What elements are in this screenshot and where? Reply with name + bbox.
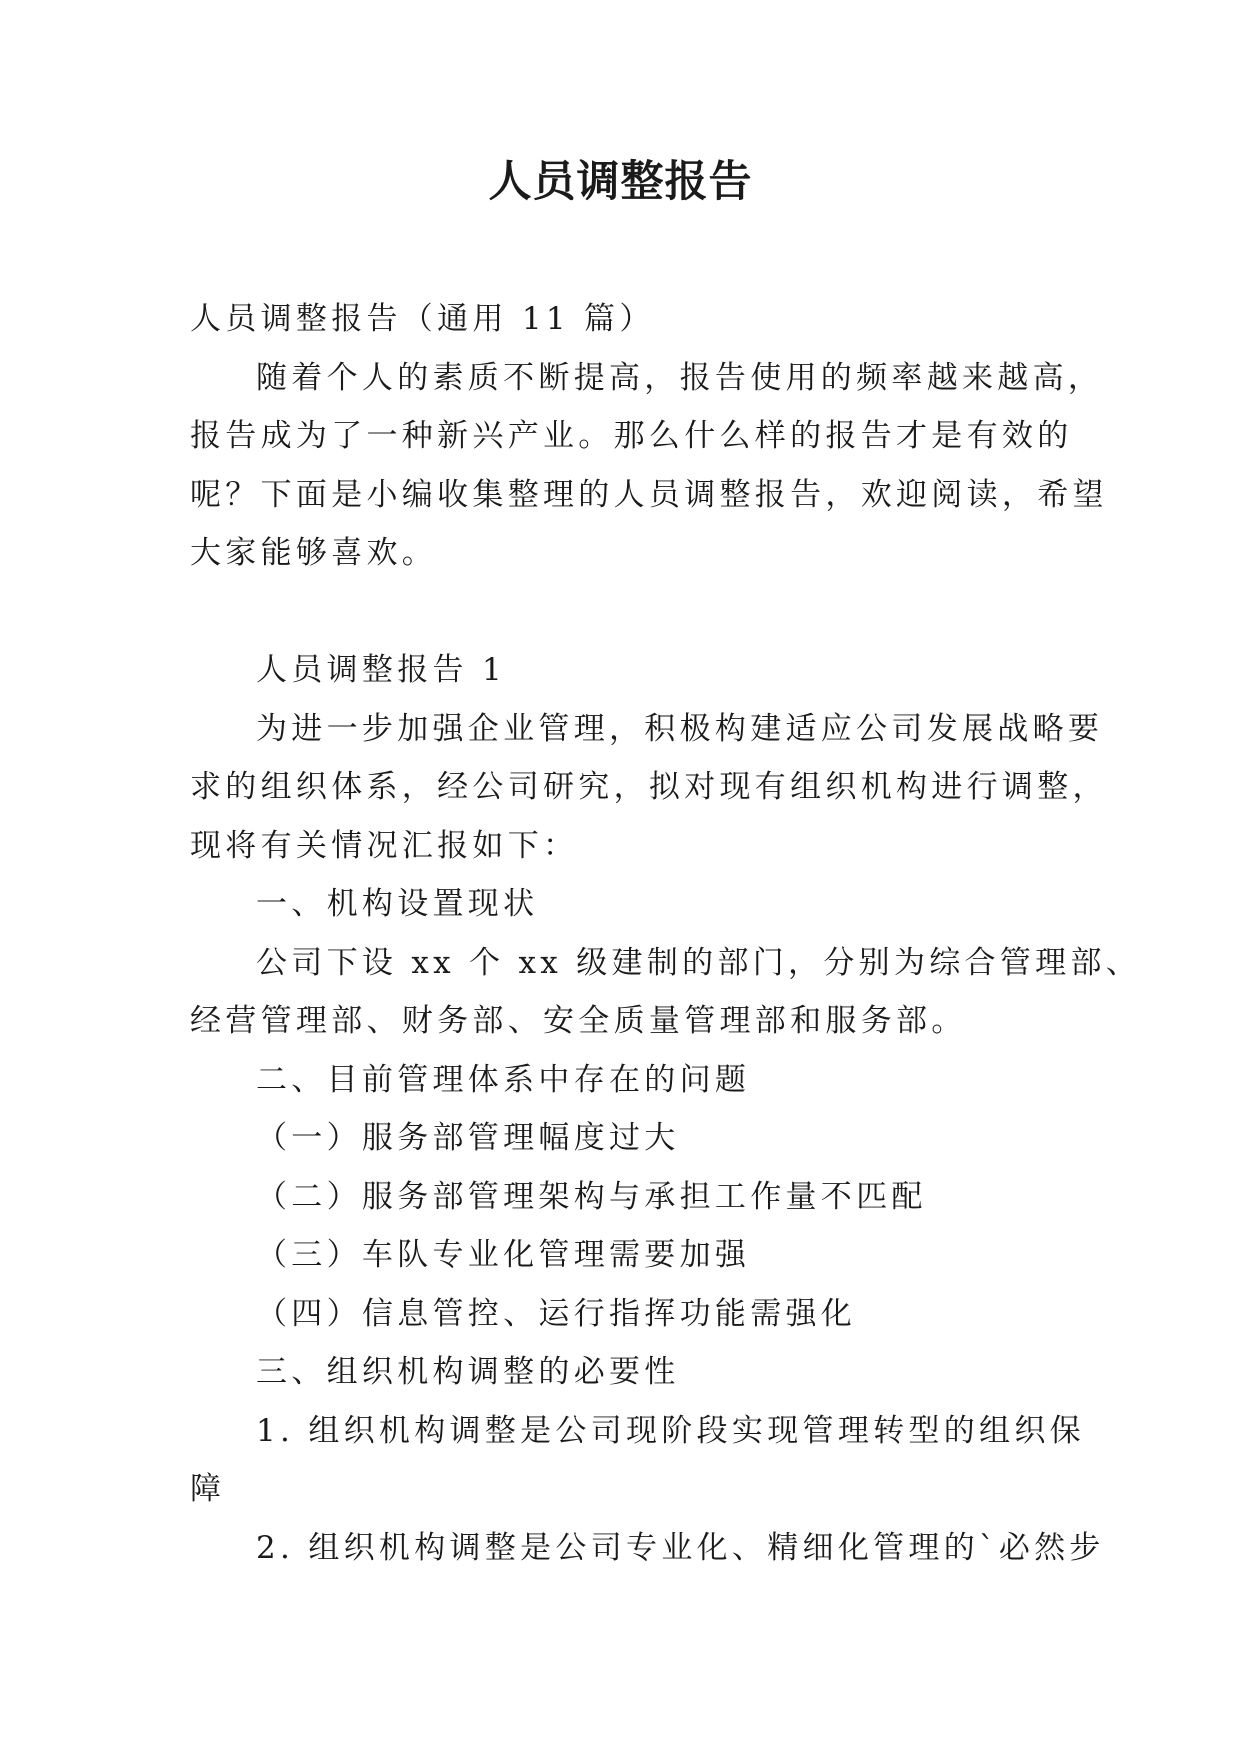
list-item: （四）信息管控、运行指挥功能需强化 (256, 1295, 857, 1332)
paragraph-line: 人员调整报告（通用 11 篇） (190, 301, 655, 337)
section-heading: 人员调整报告 1 (256, 652, 506, 688)
list-item: 2. 组织机构调整是公司专业化、精细化管理的`必然步 (256, 1529, 1105, 1566)
subheading: 一、机构设置现状 (256, 886, 539, 922)
list-item: 1. 组织机构调整是公司现阶段实现管理转型的组织保 (256, 1412, 1085, 1449)
paragraph-line: 障 (190, 1471, 226, 1507)
subheading: 三、组织机构调整的必要性 (256, 1354, 680, 1390)
list-item: （二）服务部管理架构与承担工作量不匹配 (256, 1178, 927, 1215)
blank-line (190, 583, 1062, 642)
list-item: （一）服务部管理幅度过大 (256, 1120, 680, 1156)
paragraph-line: 求的组织体系，经公司研究，拟对现有组织机构进行调整， (190, 769, 1108, 805)
paragraph-line: 呢？下面是小编收集整理的人员调整报告，欢迎阅读，希望 (190, 476, 1108, 513)
paragraph-line: 为进一步加强企业管理，积极构建适应公司发展战略要 (256, 710, 1104, 747)
paragraph-line: 大家能够喜欢。 (190, 535, 438, 571)
paragraph-line: 报告成为了一种新兴产业。那么什么样的报告才是有效的 (190, 418, 1073, 454)
paragraph-line: 经营管理部、财务部、安全质量管理部和服务部。 (190, 1003, 967, 1039)
paragraph-line: 公司下设 xx 个 xx 级建制的部门，分别为综合管理部、 (256, 944, 1142, 981)
document-body (190, 290, 1142, 1577)
list-item: （三）车队专业化管理需要加强 (256, 1237, 751, 1273)
paragraph-line: 现将有关情况汇报如下： (190, 827, 579, 864)
subheading: 二、目前管理体系中存在的问题 (256, 1061, 751, 1098)
paragraph-line: 随着个人的素质不断提高，报告使用的频率越来越高， (256, 359, 1104, 396)
document-title: 人员调整报告 (488, 157, 753, 207)
